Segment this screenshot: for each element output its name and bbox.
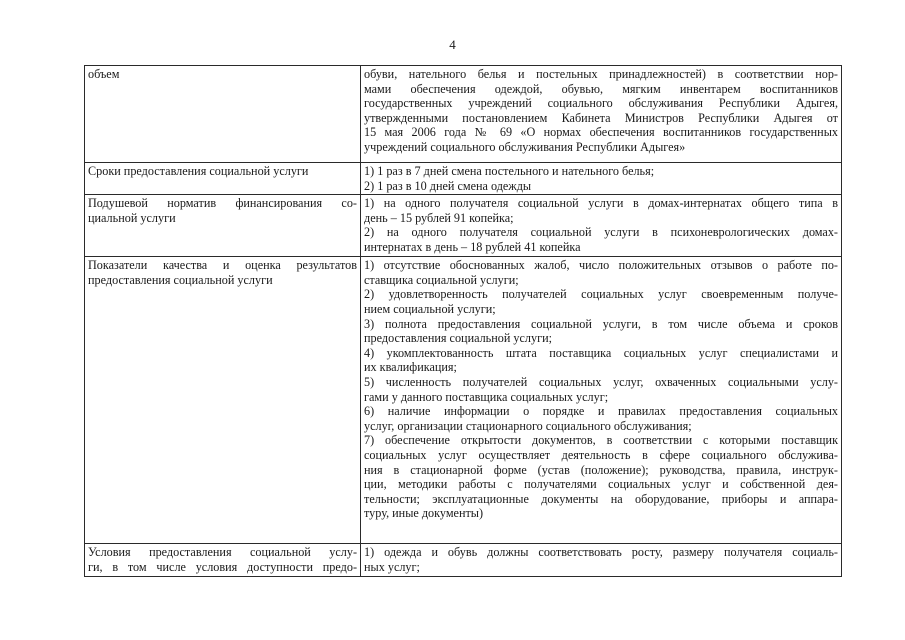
content-item [364, 317, 838, 346]
row-content-cell [361, 195, 842, 257]
content-line: ния в стационарной форме (устав (положение); руководства, правила, инструк- [364, 462, 838, 477]
content-line: ных услуг; [364, 559, 420, 574]
content-line: 1) отсутствие обоснованных жалоб, число положительных отзывов о работе по- [364, 258, 838, 273]
row-content-cell [361, 163, 842, 195]
row-label-cell [85, 163, 361, 195]
content-item [364, 179, 838, 194]
content-item [364, 404, 838, 433]
content-line: учреждений социального обслуживания Республики Адыгея» [364, 139, 686, 154]
content-line: 3) полнота предоставления социальной услуги, в том числе объема и сроков [364, 316, 838, 331]
content-line: 2) 1 раз в 10 дней смена одежды [364, 178, 532, 193]
table-row [85, 544, 842, 577]
content-item [364, 225, 838, 254]
content-line: обуви, нательного белья и постельных принадлежностей) в соответствии нор- [364, 67, 838, 81]
content-line: 7) обеспечение открытости документов, в соответствии с которыми поставщик [364, 433, 838, 448]
table-row [85, 66, 842, 163]
row-label-line: объем [88, 67, 120, 81]
content-line: 5) численность получателей социальных услуг, охваченных социальными услу- [364, 374, 838, 389]
content-line: утвержденными постановлением Кабинета Министров Республики Адыгея от [364, 110, 838, 125]
content-line: туру, иные документы) [364, 506, 484, 521]
row-label-line: Условия предоставления социальной услу- [88, 545, 357, 560]
row-label-cell [85, 66, 361, 163]
content-line: интернатах в день – 18 рублей 41 копейка [364, 239, 581, 254]
content-line: тельности; эксплуатационные документы на оборудование, приборы и аппара- [364, 491, 838, 506]
row-content-cell [361, 544, 842, 577]
content-item [364, 164, 838, 179]
content-line: 6) наличие информации о порядке и правилах предоставления социальных [364, 404, 838, 419]
content-item [364, 375, 838, 404]
content-line: 1) одежда и обувь должны соответствовать росту, размеру получателя социаль- [364, 545, 838, 560]
service-standard-table [84, 65, 842, 577]
content-item [364, 196, 838, 225]
content-item [364, 287, 838, 316]
row-label-cell [85, 195, 361, 257]
row-content-cell [361, 257, 842, 544]
content-line: 2) удовлетворенность получателей социальных услуг своевременным получе- [364, 287, 838, 302]
content-line: государственных учреждений социального обслуживания Республики Адыгея, [364, 96, 838, 111]
row-label-line: циальной услуги [88, 210, 176, 225]
content-line: 1) на одного получателя социальной услуги в домах-интернатах общего типа в [364, 196, 838, 211]
content-line: 1) 1 раз в 7 дней смена постельного и нательного белья; [364, 164, 655, 178]
content-line: их квалификация; [364, 360, 457, 375]
content-line: ставщика социальной услуги; [364, 272, 519, 287]
content-item [364, 258, 838, 287]
content-line: 15 мая 2006 года № 69 «О нормах обеспечения воспитанников государственных [364, 125, 838, 140]
content-line: день – 15 рублей 91 копейка; [364, 210, 514, 225]
content-item [364, 545, 838, 574]
page-number: 4 [449, 37, 456, 52]
row-label-line: Подушевой норматив финансирования со- [88, 196, 357, 211]
content-line: мами обеспечения одеждой, обувью, мягким инвентарем воспитанников [364, 81, 838, 96]
content-item [364, 67, 838, 155]
content-line: услуг, организации стационарного социального обслуживания; [364, 418, 692, 433]
content-line: нием социальной услуги; [364, 301, 496, 316]
row-label-cell [85, 257, 361, 544]
content-line: гами у данного поставщика социальных услуг; [364, 389, 609, 404]
content-line: социальных услуг осуществляет деятельность в сфере социального обслужива- [364, 447, 838, 462]
content-line: 4) укомплектованность штата поставщика социальных услуг специалистами и [364, 345, 838, 360]
row-content-cell [361, 66, 842, 163]
row-label-line: Сроки предоставления социальной услуги [88, 164, 309, 178]
row-label-line: Показатели качества и оценка результатов [88, 258, 357, 273]
row-label-cell [85, 544, 361, 577]
content-line: предоставления социальной услуги; [364, 331, 553, 346]
row-label-line: ги, в том числе условия доступности предо- [88, 559, 357, 574]
content-line: 2) на одного получателя социальной услуги в психоневрологических домах- [364, 225, 838, 240]
content-item [364, 346, 838, 375]
table-row [85, 163, 842, 195]
row-label-line: предоставления социальной услуги [88, 272, 273, 287]
table-row [85, 257, 842, 544]
content-line: ции, методики работы с получателями социальных услуг и собственной дея- [364, 477, 838, 492]
content-item [364, 433, 838, 521]
table-row [85, 195, 842, 257]
